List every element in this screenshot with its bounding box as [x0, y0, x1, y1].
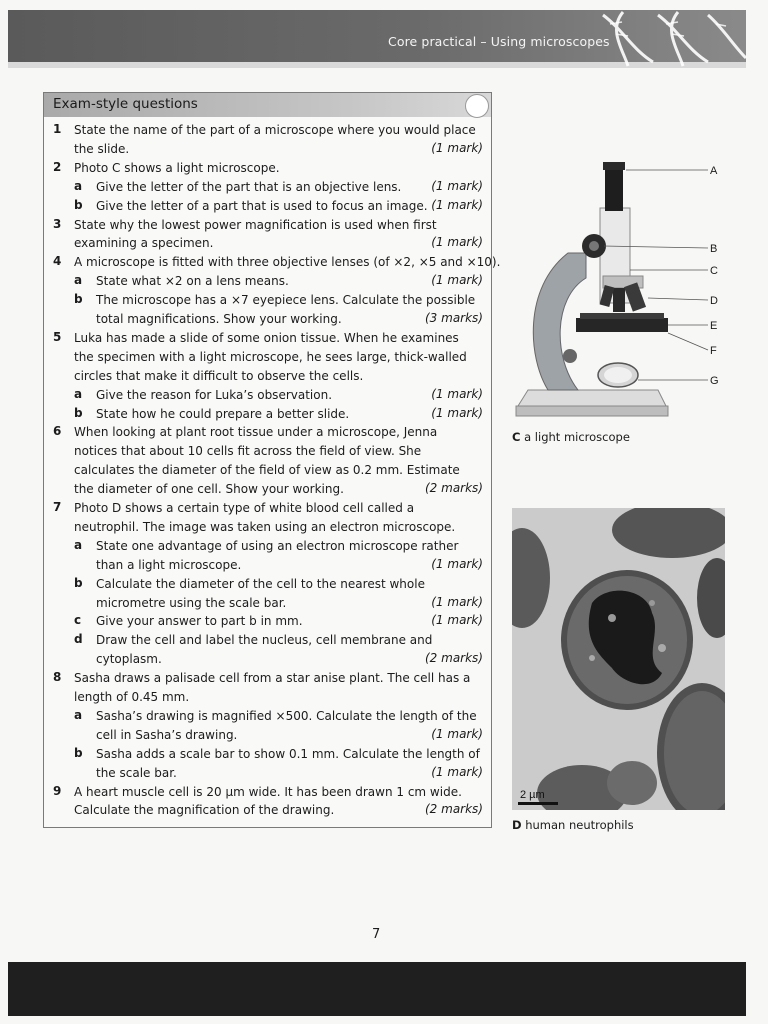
question-text: When looking at plant root tissue under a microscope, Jenna [74, 425, 438, 440]
question-part-letter: a [74, 537, 83, 552]
question-text: Give the letter of the part that is an objective lens. [96, 179, 402, 194]
question-text: Give the reason for Luka’s observation. [96, 387, 333, 402]
question-text: Draw the cell and label the nucleus, cell membrane and [96, 633, 433, 648]
figure-c-letter: C [512, 430, 521, 444]
question-number: 6 [53, 424, 62, 439]
question-text: Photo C shows a light microscope. [74, 160, 280, 175]
label-a: A [710, 165, 718, 177]
exam-questions-box [43, 92, 501, 828]
mark-allocation: (1 mark) [431, 178, 483, 193]
label-d: D [710, 295, 718, 307]
question-text: State why the lowest power magnification is used when first [74, 217, 437, 232]
mark-allocation: (1 mark) [431, 726, 483, 741]
page-number: 7 [372, 927, 381, 942]
question-number: 5 [53, 329, 62, 344]
question-text: Sasha adds a scale bar to show 0.1 mm. Calculate the length of [96, 746, 480, 761]
header-circle-icon [465, 94, 489, 118]
question-text: cytoplasm. [96, 652, 162, 667]
question-text: Sasha draws a palisade cell from a star anise plant. The cell has a [74, 671, 471, 686]
question-text: A microscope is fitted with three objective lenses (of ×2, ×5 and ×10). [74, 255, 501, 270]
question-text: Sasha’s drawing is magnified ×500. Calculate the length of the [96, 708, 477, 723]
question-part-letter: b [74, 745, 83, 760]
question-part-letter: a [74, 707, 83, 722]
light-microscope-photo [508, 158, 733, 428]
question-text: Photo D shows a certain type of white blood cell called a [74, 501, 415, 515]
question-text: notices that about 10 cells fit across the field of view. She [74, 444, 422, 459]
mark-allocation: (1 mark) [431, 273, 483, 288]
question-text: Give the letter of a part that is used to focus an image. [96, 198, 428, 213]
label-c: C [710, 265, 718, 277]
question-number: 7 [53, 500, 62, 514]
question-part-letter: a [74, 178, 83, 193]
question-number: 3 [53, 216, 62, 231]
question-text: length of 0.45 mm. [74, 690, 190, 704]
question-text: micrometre using the scale bar. [96, 595, 287, 610]
dna-helix-icon [598, 10, 748, 68]
question-text: State the name of the part of a microscope where you would place [74, 123, 476, 137]
question-part-letter: b [74, 197, 83, 212]
question-text: State what ×2 on a lens means. [96, 274, 289, 289]
mark-allocation: (1 mark) [431, 405, 483, 420]
page-section-title: Core practical – Using microscopes [388, 34, 610, 49]
question-text: the diameter of one cell. Show your working. [74, 482, 344, 497]
question-number: 9 [53, 783, 62, 798]
question-part-letter: a [74, 386, 83, 401]
question-text: Give your answer to part b in mm. [96, 614, 303, 629]
figure-d-caption [512, 818, 634, 832]
question-number: 2 [53, 159, 62, 174]
footer-band [8, 962, 746, 1016]
exam-questions-title: Exam-style questions [53, 96, 198, 112]
label-e: E [710, 320, 718, 332]
mark-allocation: (1 mark) [431, 140, 483, 155]
question-text: neutrophil. The image was taken using an electron microscope. [74, 519, 456, 534]
exam-questions-header [44, 93, 491, 117]
figure-d-text: human neutrophils [525, 818, 634, 832]
question-part-letter: d [74, 632, 83, 647]
figure-d-letter: D [512, 818, 522, 832]
scale-bar [518, 802, 558, 805]
mark-allocation: (1 mark) [431, 556, 483, 571]
label-g: G [710, 375, 719, 387]
question-part-letter: b [74, 405, 83, 420]
question-part-letter: b [74, 575, 83, 590]
question-part-letter: b [74, 292, 83, 307]
question-part-letter: a [74, 273, 83, 288]
mark-allocation: (1 mark) [431, 386, 483, 401]
question-number: 4 [53, 254, 62, 269]
mark-allocation: (2 marks) [425, 651, 483, 666]
question-text: calculates the diameter of the field of view as 0.2 mm. Estimate [74, 463, 460, 478]
question-text: cell in Sasha’s drawing. [96, 727, 238, 742]
question-part-letter: c [74, 613, 82, 628]
electron-micrograph-neutrophils [512, 508, 725, 810]
mark-allocation: (3 marks) [425, 311, 483, 325]
question-text: Luka has made a slide of some onion tissue. When he examines [74, 330, 459, 345]
mark-allocation: (1 mark) [431, 235, 483, 250]
question-text: examining a specimen. [74, 236, 214, 251]
question-text: Calculate the diameter of the cell to the nearest whole [96, 576, 425, 591]
question-text: the specimen with a light microscope, he sees large, thick-walled [74, 349, 467, 364]
scale-bar-label: 2 µm [520, 789, 545, 801]
mark-allocation: (1 mark) [431, 613, 483, 628]
figure-c-caption [512, 430, 630, 444]
mark-allocation: (1 mark) [431, 764, 483, 779]
mark-allocation: (2 marks) [425, 802, 483, 817]
question-text: circles that make it difficult to observe the cells. [74, 368, 364, 383]
label-b: B [710, 243, 718, 255]
question-text: than a light microscope. [96, 557, 242, 572]
question-text: State one advantage of using an electron microscope rather [96, 538, 459, 553]
question-text: Calculate the magnification of the drawing. [74, 803, 335, 818]
question-text: the scale bar. [96, 765, 177, 780]
question-text: The microscope has a ×7 eyepiece lens. Calculate the possible [96, 293, 476, 308]
question-text: A heart muscle cell is 20 µm wide. It has been drawn 1 cm wide. [74, 784, 462, 799]
question-number: 1 [53, 122, 62, 136]
mark-allocation: (1 mark) [431, 594, 483, 609]
question-number: 8 [53, 670, 62, 685]
question-text: total magnifications. Show your working. [96, 312, 342, 326]
question-text: State how he could prepare a better slide. [96, 406, 350, 421]
figure-c-text: a light microscope [524, 430, 630, 444]
mark-allocation: (1 mark) [431, 197, 483, 212]
label-f: F [710, 345, 717, 357]
mark-allocation: (2 marks) [425, 481, 483, 496]
question-text: the slide. [74, 141, 130, 156]
